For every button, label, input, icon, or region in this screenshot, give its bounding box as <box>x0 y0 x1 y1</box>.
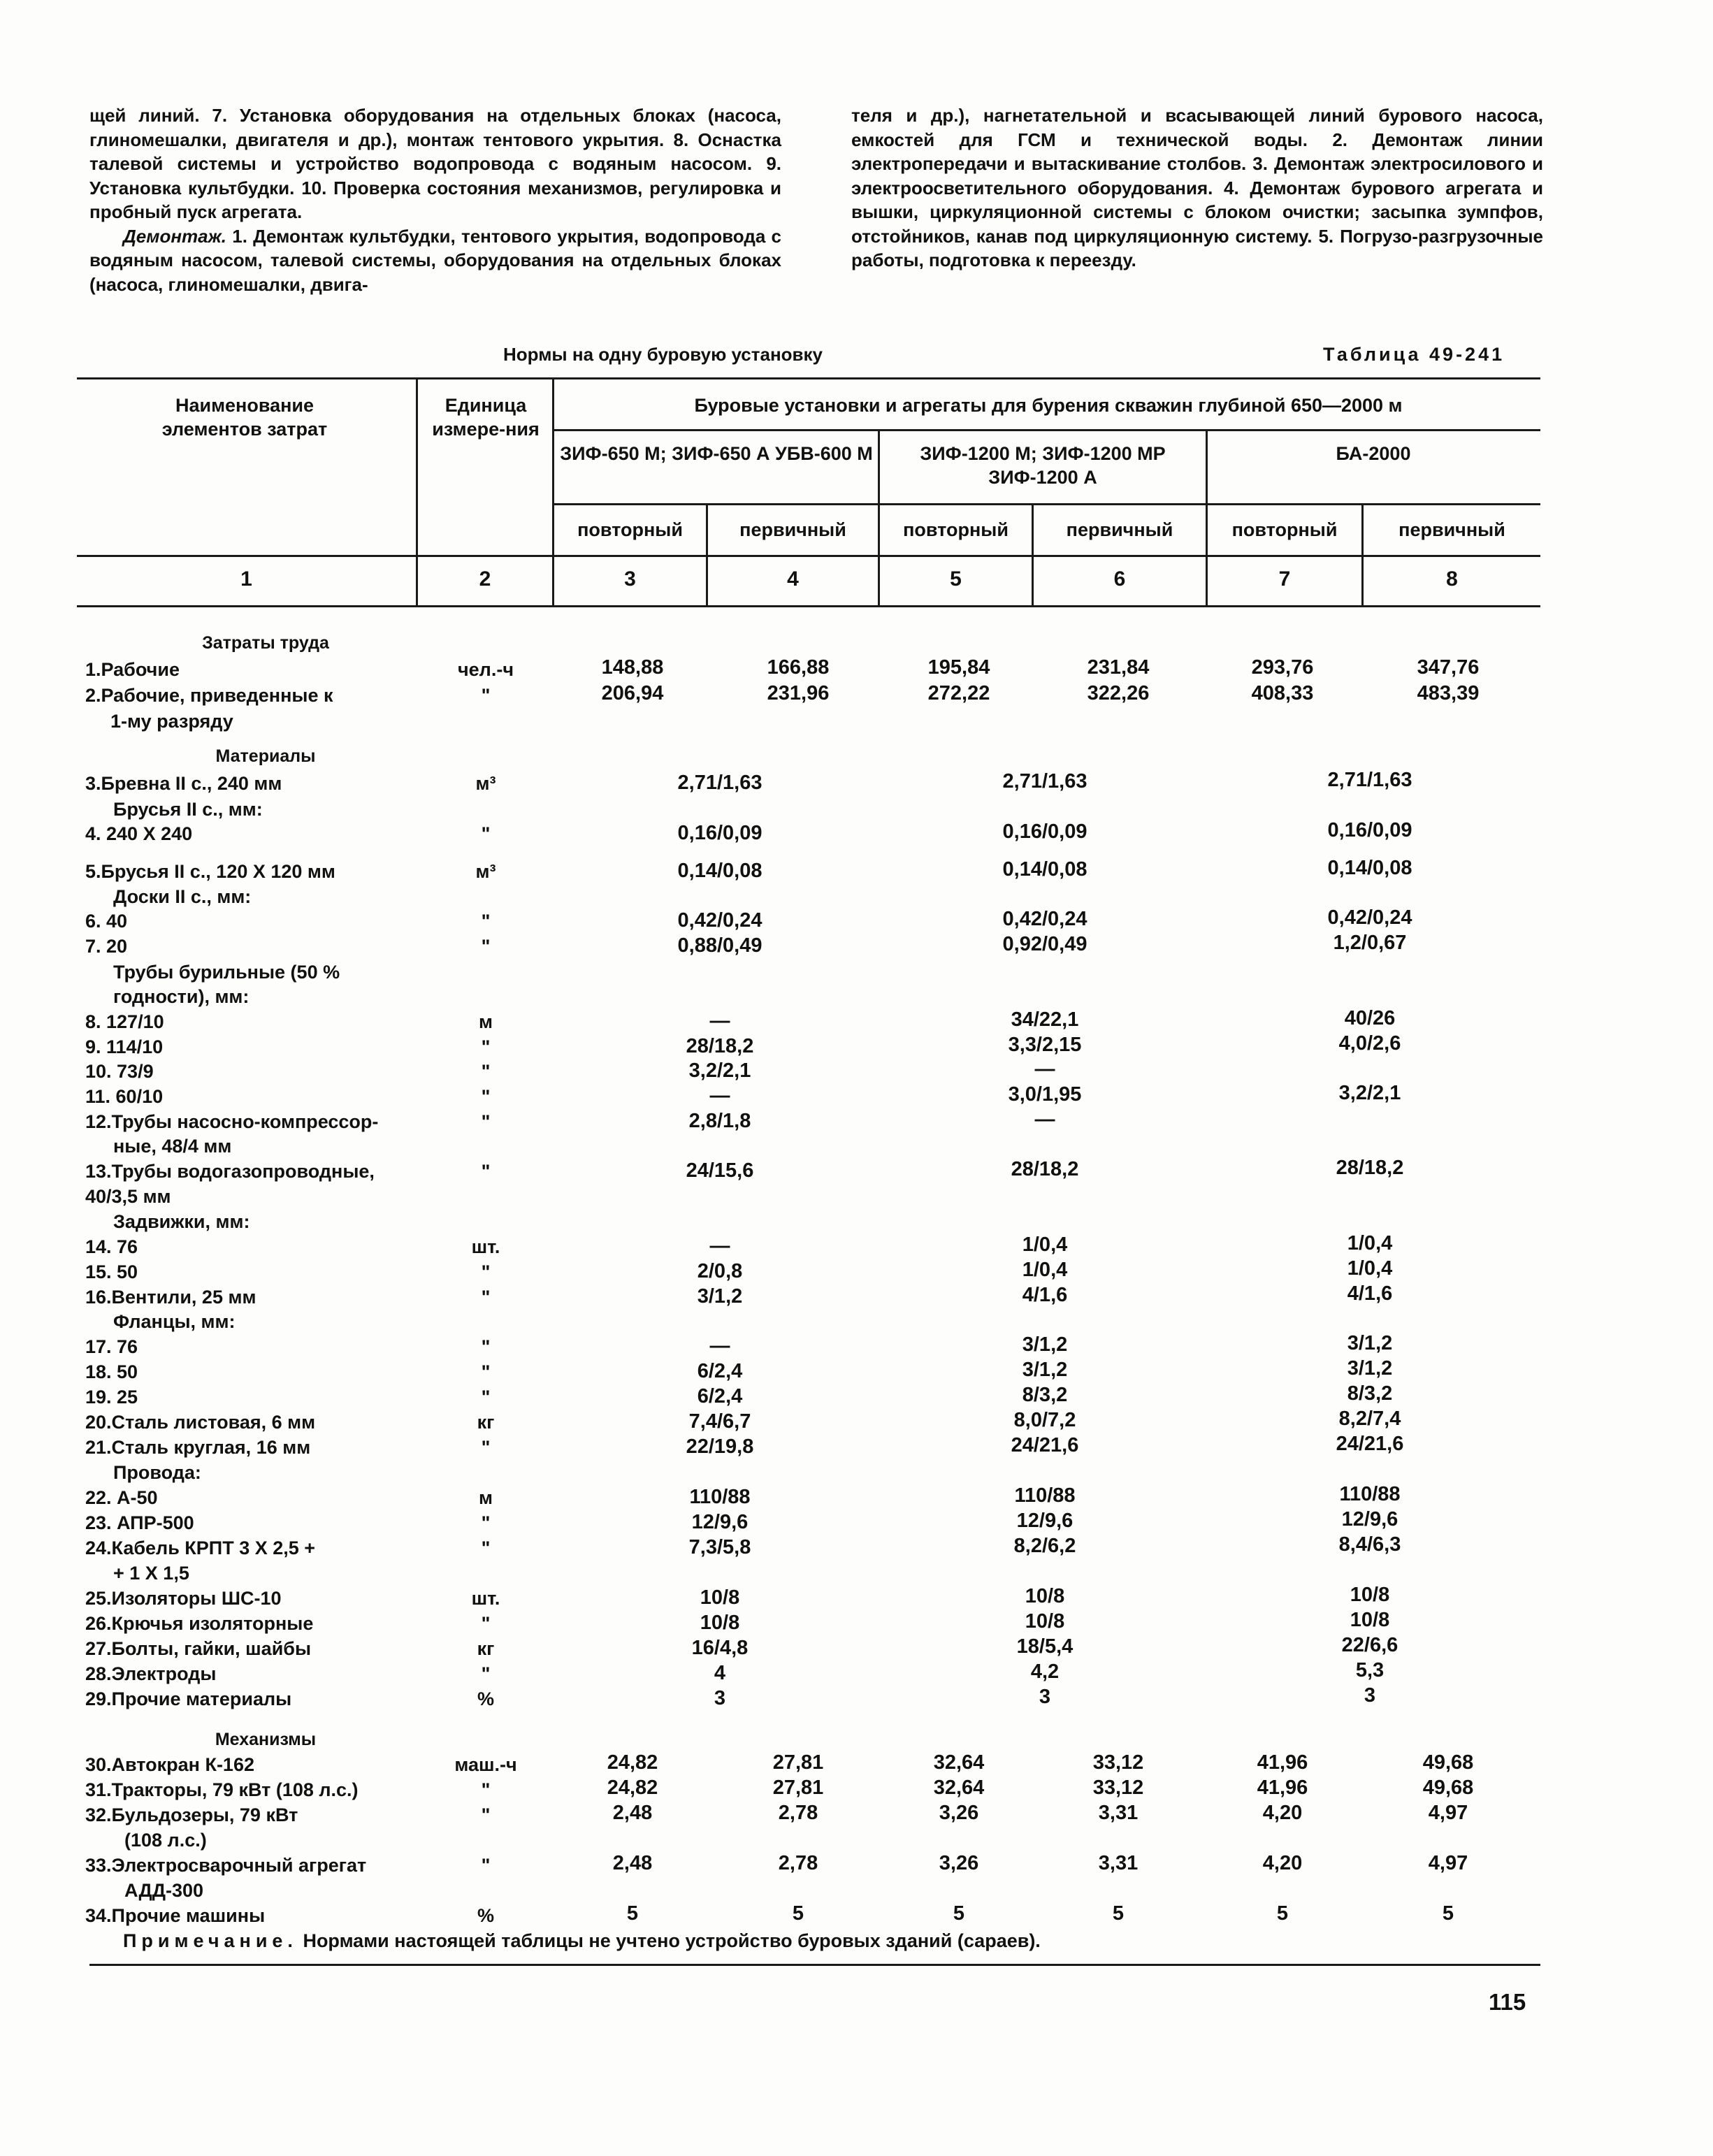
row-value: 2,71/1,63 <box>677 772 762 794</box>
row-value: 0,16/0,09 <box>1327 819 1412 841</box>
row-name: 1.Рабочие <box>85 659 180 680</box>
row-unit: " <box>481 1036 491 1057</box>
row-name: 17. 76 <box>85 1336 138 1357</box>
row-unit: м <box>479 1487 493 1508</box>
row-value: 5 <box>626 1902 639 1925</box>
row-unit: " <box>481 1613 491 1634</box>
row-name: 23. АПР-500 <box>85 1512 194 1533</box>
row-value: 0,42/0,24 <box>677 909 762 932</box>
row-unit: м³ <box>475 861 496 882</box>
row-value: 2/0,8 <box>697 1260 743 1282</box>
row-unit: " <box>481 1663 491 1684</box>
row-unit: кг <box>477 1412 495 1433</box>
row-value: 5 <box>953 1902 965 1925</box>
row-unit: " <box>481 1261 491 1282</box>
row-name: 18. 50 <box>85 1361 138 1382</box>
row-value: 10/8 <box>700 1612 740 1634</box>
row-value: 3,2/2,1 <box>1338 1082 1401 1104</box>
row-name: 24.Кабель КРПТ 3 Х 2,5 + <box>85 1538 316 1558</box>
col-num: 1 <box>240 567 252 591</box>
row-value: 166,88 <box>767 656 830 679</box>
row-value: 8/3,2 <box>1022 1384 1068 1406</box>
row-value: 5,3 <box>1355 1659 1385 1681</box>
header-repeat: повторный <box>903 519 1009 540</box>
row-value: 3,0/1,95 <box>1008 1083 1082 1106</box>
row-value: 195,84 <box>927 656 990 679</box>
row-unit: м <box>479 1011 493 1032</box>
row-value: 483,39 <box>1417 682 1480 704</box>
row-value: 41,96 <box>1257 1751 1308 1774</box>
row-unit: " <box>481 1855 491 1876</box>
intro-right-column <box>851 103 1543 273</box>
row-value: 6/2,4 <box>697 1360 743 1382</box>
row-value: 10/8 <box>700 1586 740 1609</box>
col-num: 8 <box>1446 567 1458 591</box>
intro-paragraph: теля и др.), нагнетательной и всасывающей линий бурового насоса, емкостей для ГСМ и технической воды. 2. Демонтаж линии электропередачи и вытаскивание столбов. 3. Демонтаж электросилового и электроосветительного оборудования. 4. Демонтаж бурового агрегата и вышки, циркуляционной системы с блоком очистки; засыпка зумпфов, отстойников, канав под циркуляционную систему. 5. Погрузо-разгрузочные работы, подготовка к переезду. <box>851 105 1543 270</box>
row-name: 6. 40 <box>85 911 128 932</box>
row-name-cont: АДД-300 <box>124 1880 204 1901</box>
row-value: 2,8/1,8 <box>688 1110 751 1132</box>
row-unit: " <box>481 1512 491 1533</box>
row-value: 10/8 <box>1350 1609 1390 1631</box>
row-name: Трубы бурильные (50 % <box>113 962 340 983</box>
row-value: — <box>1034 1058 1055 1080</box>
row-unit: чел.-ч <box>457 659 514 680</box>
col-num: 7 <box>1278 567 1291 591</box>
row-name: 12.Трубы насосно-компрессор- <box>85 1111 379 1132</box>
row-value: — <box>709 1235 730 1257</box>
row-unit: " <box>481 911 491 932</box>
row-value: 5 <box>792 1902 804 1925</box>
row-value: 3,31 <box>1098 1852 1139 1874</box>
row-value: 3 <box>1039 1686 1051 1708</box>
row-value: 206,94 <box>601 682 664 704</box>
header-name-col: Наименование элементов затрат <box>161 395 328 440</box>
row-value: 3/1,2 <box>1347 1332 1393 1354</box>
col-num: 2 <box>479 567 491 591</box>
intro-paragraph: щей линий. 7. Установка оборудования на отдельных блоках (насоса, глиномешалки, двигателя и др.), монтаж тентового укрытия. 8. Оснастка талевой системы и устройство водопровода с водяным насосом. 9. Установка культбудки. 10. Проверка состояния механизмов, регулировка и пробный пуск агрегата. <box>89 105 781 222</box>
row-name: 33.Электросварочный агрегат <box>85 1855 367 1876</box>
row-value: 8/3,2 <box>1347 1382 1393 1405</box>
row-value: 4,20 <box>1262 1852 1303 1874</box>
row-name: 25.Изоляторы ШС-10 <box>85 1588 282 1609</box>
row-value: 4,2 <box>1030 1661 1060 1683</box>
row-value: 2,48 <box>612 1852 653 1874</box>
row-value: 18/5,4 <box>1016 1635 1074 1658</box>
row-value: 1/0,4 <box>1022 1259 1068 1281</box>
section-machines: Механизмы <box>215 1730 317 1749</box>
row-name: 40/3,5 мм <box>85 1186 171 1207</box>
row-value: 4 <box>714 1662 726 1684</box>
row-value: 110/88 <box>1339 1483 1401 1505</box>
section-labor: Затраты труда <box>202 633 329 653</box>
intro-paragraph <box>89 224 781 297</box>
row-value: 4,20 <box>1262 1802 1303 1824</box>
row-value: 3,31 <box>1098 1802 1139 1824</box>
row-value: 1/0,4 <box>1022 1233 1068 1256</box>
row-unit: шт. <box>471 1588 500 1609</box>
row-value: 4/1,6 <box>1347 1282 1393 1305</box>
demontazh-label: Демонтаж. <box>123 225 227 247</box>
row-value: 3/1,2 <box>1022 1333 1068 1356</box>
row-name: 28.Электроды <box>85 1663 217 1684</box>
row-value: 8,0/7,2 <box>1013 1409 1076 1431</box>
row-value: 4/1,6 <box>1022 1284 1068 1306</box>
row-unit: % <box>477 1905 494 1926</box>
row-unit: " <box>481 936 491 957</box>
row-value: 0,42/0,24 <box>1002 908 1087 930</box>
row-value: — <box>709 1335 730 1357</box>
row-value: 34/22,1 <box>1011 1008 1079 1031</box>
row-unit: " <box>481 823 491 844</box>
row-value: 0,14/0,08 <box>1002 858 1087 881</box>
row-value: 40/26 <box>1344 1007 1396 1029</box>
row-value: 28/18,2 <box>686 1035 754 1057</box>
row-unit: " <box>481 1111 491 1132</box>
row-name-cont: 1-му разряду <box>110 711 233 732</box>
row-name: 21.Сталь круглая, 16 мм <box>85 1437 311 1458</box>
note-label: Примечание. <box>123 1930 298 1951</box>
table-bottom-rule <box>89 1964 1540 1966</box>
row-unit: " <box>481 1336 491 1357</box>
row-name: 14. 76 <box>85 1236 138 1257</box>
row-value: 0,16/0,09 <box>677 822 762 844</box>
row-name: 29.Прочие материалы <box>85 1688 292 1709</box>
col-num: 5 <box>950 567 962 591</box>
row-value: 3,2/2,1 <box>688 1059 751 1082</box>
row-name: 30.Автокран К-162 <box>85 1754 254 1775</box>
header-primary: первичный <box>1398 519 1505 540</box>
row-value: 27,81 <box>772 1777 824 1799</box>
row-value: 32,64 <box>933 1751 985 1774</box>
row-value: 28/18,2 <box>1336 1157 1404 1179</box>
row-value: 3/1,2 <box>697 1285 743 1308</box>
row-name: 2.Рабочие, приведенные к <box>85 685 333 706</box>
row-value: 2,78 <box>778 1802 818 1824</box>
row-value: 3 <box>1364 1684 1376 1707</box>
row-value: 7,4/6,7 <box>688 1410 751 1433</box>
row-value: 0,14/0,08 <box>677 860 762 882</box>
row-value: 0,88/0,49 <box>677 934 762 957</box>
row-name-cont: (108 л.с.) <box>124 1830 207 1851</box>
row-name: 10. 73/9 <box>85 1061 154 1082</box>
row-value: 3,26 <box>939 1852 979 1874</box>
row-value: 3 <box>714 1687 726 1709</box>
row-value: 231,84 <box>1087 656 1150 679</box>
row-unit: " <box>481 685 491 706</box>
row-unit: " <box>481 1387 491 1408</box>
row-name: Брусья II с., мм: <box>113 799 263 820</box>
row-value: 49,68 <box>1422 1777 1474 1799</box>
row-name: 26.Крючья изоляторные <box>85 1613 314 1634</box>
page-number: 115 <box>1489 1989 1526 2015</box>
row-value: 347,76 <box>1417 656 1480 679</box>
row-name: 16.Вентили, 25 мм <box>85 1287 256 1308</box>
header-repeat: повторный <box>577 519 683 540</box>
row-value: 3,26 <box>939 1802 979 1824</box>
row-value: — <box>1034 1108 1055 1131</box>
row-value: 22/6,6 <box>1341 1634 1398 1656</box>
row-value: 4,0/2,6 <box>1338 1032 1401 1055</box>
row-value: 110/88 <box>1014 1484 1076 1507</box>
row-value: 16/4,8 <box>691 1637 749 1659</box>
row-value: 3,3/2,15 <box>1008 1034 1082 1056</box>
row-value: 27,81 <box>772 1751 824 1774</box>
table-note <box>123 1930 1041 1952</box>
row-name: 15. 50 <box>85 1261 138 1282</box>
row-unit: кг <box>477 1638 495 1659</box>
row-value: — <box>709 1010 730 1032</box>
col-num: 3 <box>624 567 636 591</box>
note-text: Нормами настоящей таблицы не учтено устройство буровых зданий (сараев). <box>297 1930 1041 1951</box>
row-name: 4. 240 Х 240 <box>85 823 193 844</box>
row-value: 0,42/0,24 <box>1327 906 1412 929</box>
row-unit: " <box>481 1538 491 1558</box>
row-name: 22. А-50 <box>85 1487 158 1508</box>
row-value: 2,71/1,63 <box>1002 770 1087 793</box>
header-group: Буровые установки и агрегаты для бурения скважин глубиной 650—2000 м <box>694 395 1403 416</box>
row-unit: " <box>481 1804 491 1825</box>
row-value: 1,2/0,67 <box>1333 932 1407 954</box>
row-value: 32,64 <box>933 1777 985 1799</box>
row-value: 41,96 <box>1257 1777 1308 1799</box>
row-value: 1/0,4 <box>1347 1232 1393 1254</box>
row-unit: " <box>481 1287 491 1308</box>
row-value: 2,78 <box>778 1852 818 1874</box>
row-name: 11. 60/10 <box>85 1086 164 1107</box>
row-unit: % <box>477 1688 494 1709</box>
row-value: 0,92/0,49 <box>1002 933 1087 955</box>
row-value: 8,2/7,4 <box>1338 1408 1401 1430</box>
row-name: 27.Болты, гайки, шайбы <box>85 1638 312 1659</box>
row-name: 9. 114/10 <box>85 1036 164 1057</box>
col-num: 6 <box>1113 567 1126 591</box>
row-value: 24,82 <box>607 1777 658 1799</box>
table-number: Таблица 49-241 <box>1323 344 1505 365</box>
row-name: Провода: <box>113 1462 201 1483</box>
row-value: 22/19,8 <box>686 1435 754 1458</box>
row-unit: м³ <box>475 773 496 794</box>
row-name: Задвижки, мм: <box>113 1211 250 1232</box>
col-num: 4 <box>787 567 799 591</box>
row-value: 5 <box>1442 1902 1454 1925</box>
row-value: — <box>709 1085 730 1107</box>
row-name: 20.Сталь листовая, 6 мм <box>85 1412 316 1433</box>
row-name: годности), мм: <box>113 986 250 1007</box>
row-unit: " <box>481 1161 491 1182</box>
row-value: 24/21,6 <box>1011 1434 1079 1456</box>
row-unit: маш.-ч <box>454 1754 517 1775</box>
row-value: 8,2/6,2 <box>1013 1535 1076 1557</box>
row-value: 4,97 <box>1428 1852 1468 1874</box>
row-name: 5.Брусья II с., 120 Х 120 мм <box>85 861 335 882</box>
header-primary: первичный <box>1066 519 1173 540</box>
header-repeat: повторный <box>1231 519 1338 540</box>
row-name: Фланцы, мм: <box>113 1311 236 1332</box>
row-value: 0,16/0,09 <box>1002 820 1087 843</box>
row-name: + 1 Х 1,5 <box>113 1563 189 1584</box>
row-value: 0,14/0,08 <box>1327 857 1412 879</box>
header-rig-3: БА-2000 <box>1336 443 1411 464</box>
row-value: 148,88 <box>601 656 664 679</box>
section-materials: Материалы <box>215 746 316 766</box>
row-unit: " <box>481 1086 491 1107</box>
header-rig-2: ЗИФ-1200 М; ЗИФ-1200 МР ЗИФ-1200 А <box>920 443 1166 488</box>
row-value: 10/8 <box>1350 1584 1390 1606</box>
header-unit-col: Единица измере-ния <box>432 395 540 440</box>
row-value: 12/9,6 <box>1016 1510 1074 1532</box>
demontazh-text: 1. Демонтаж культбудки, тентового укрытия, водопровода с водяным насосом, талевой системы, оборудования на отдельных блоках (насоса, глиномешалки, двига- <box>89 225 781 295</box>
header-rig-1: ЗИФ-650 М; ЗИФ-650 А УБВ-600 М <box>560 443 873 464</box>
row-value: 3/1,2 <box>1347 1357 1393 1380</box>
row-value: 24/21,6 <box>1336 1433 1404 1455</box>
row-value: 7,3/5,8 <box>688 1536 751 1558</box>
row-value: 8,4/6,3 <box>1338 1533 1401 1556</box>
row-value: 28/18,2 <box>1011 1158 1079 1180</box>
table-title: Нормы на одну буровую установку <box>503 344 823 365</box>
row-name: Доски II с., мм: <box>113 886 252 907</box>
row-name: 31.Тракторы, 79 кВт (108 л.с.) <box>85 1779 359 1800</box>
row-name: 32.Бульдозеры, 79 кВт <box>85 1804 298 1825</box>
row-unit: " <box>481 1361 491 1382</box>
row-value: 272,22 <box>927 682 990 704</box>
row-value: 10/8 <box>1025 1585 1065 1607</box>
row-value: 12/9,6 <box>1341 1508 1398 1531</box>
row-value: 33,12 <box>1092 1777 1144 1799</box>
row-value: 1/0,4 <box>1347 1257 1393 1280</box>
row-value: 33,12 <box>1092 1751 1144 1774</box>
row-name: 34.Прочие машины <box>85 1905 266 1926</box>
row-name: 3.Бревна II с., 240 мм <box>85 773 282 794</box>
row-value: 49,68 <box>1422 1751 1474 1774</box>
row-value: 24,82 <box>607 1751 658 1774</box>
row-name: 7. 20 <box>85 936 128 957</box>
intro-left-column <box>89 103 781 296</box>
row-value: 110/88 <box>689 1486 751 1508</box>
row-value: 3/1,2 <box>1022 1359 1068 1381</box>
row-value: 24/15,6 <box>686 1159 754 1182</box>
row-value: 6/2,4 <box>697 1385 743 1408</box>
row-value: 293,76 <box>1251 656 1314 679</box>
header-primary: первичный <box>739 519 846 540</box>
row-unit: " <box>481 1437 491 1458</box>
row-value: 2,71/1,63 <box>1327 769 1412 791</box>
row-value: 10/8 <box>1025 1610 1065 1633</box>
row-value: 4,97 <box>1428 1802 1468 1824</box>
row-name: 19. 25 <box>85 1387 138 1408</box>
row-value: 5 <box>1112 1902 1125 1925</box>
row-name: ные, 48/4 мм <box>113 1136 232 1157</box>
row-value: 408,33 <box>1251 682 1314 704</box>
row-name: 13.Трубы водогазопроводные, <box>85 1161 375 1182</box>
row-value: 12/9,6 <box>691 1511 749 1533</box>
row-value: 322,26 <box>1087 682 1150 704</box>
row-value: 231,96 <box>767 682 830 704</box>
row-unit: " <box>481 1061 491 1082</box>
row-value: 2,48 <box>612 1802 653 1824</box>
row-value: 5 <box>1276 1902 1289 1925</box>
row-unit: шт. <box>471 1236 500 1257</box>
row-name: 8. 127/10 <box>85 1011 164 1032</box>
row-unit: " <box>481 1779 491 1800</box>
